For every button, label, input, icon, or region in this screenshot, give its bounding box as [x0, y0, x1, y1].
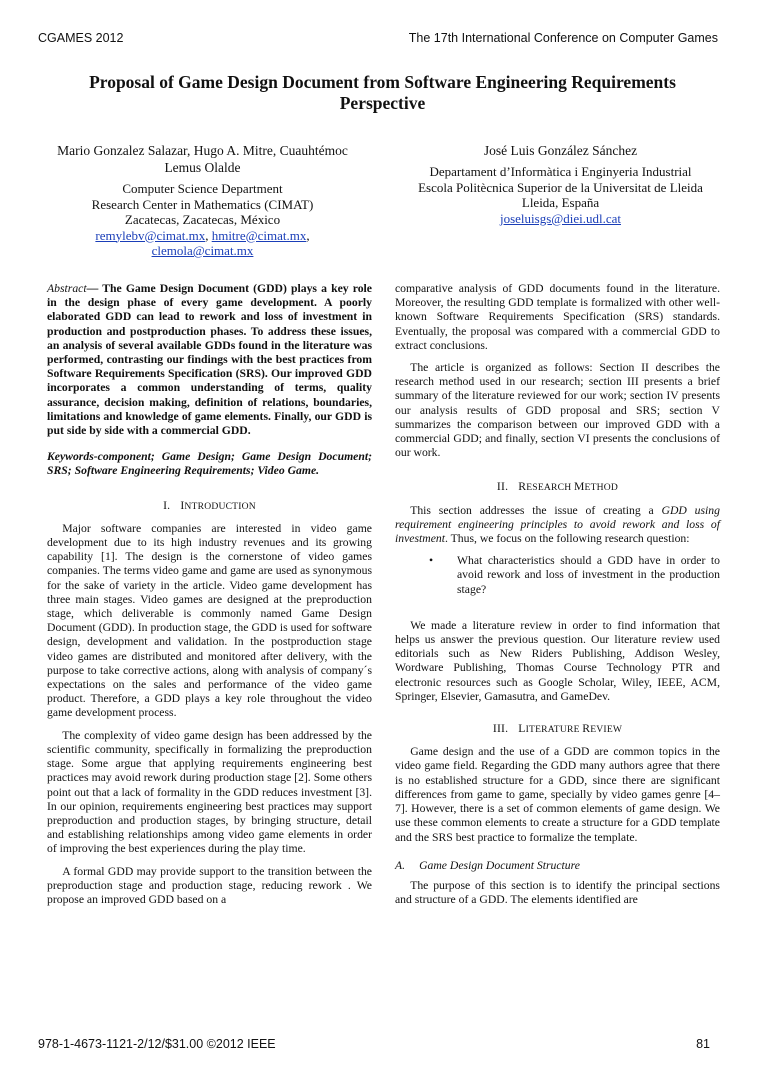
section-number: II. — [496, 480, 509, 494]
paragraph: The article is organized as follows: Section II describes the research method used in our research; section III presents a brief summary of the literature reviewed for our work; section IV presents our analysis results of GDD proposal and SRS; section V summarizes the comparison between our improved GDD with a commercial GDD; and finally, section VI presents the conclusions of our work. — [395, 361, 720, 460]
list-item — [429, 554, 720, 597]
email-link-3[interactable]: clemola@cimat.mx — [151, 243, 254, 258]
subsection-heading — [395, 859, 720, 873]
conference-full-name: The 17th International Conference on Computer Games — [408, 31, 718, 45]
section-number: III. — [492, 722, 509, 736]
author-names-line-1: Mario Gonzalez Salazar, Hugo A. Mitre, Cuauhtémoc — [57, 143, 348, 158]
research-question: What characteristics should a GDD have in order to avoid rework and loss of investment in the production stage? — [457, 554, 720, 596]
author-block-left — [40, 142, 365, 259]
page-footer — [38, 1037, 710, 1053]
affiliation-institution: Research Center in Mathematics (CIMAT) — [91, 196, 314, 212]
affiliation-department: Departament d’Informàtica i Enginyeria Industrial — [429, 164, 692, 179]
column-right — [395, 282, 720, 915]
keywords: Keywords-component; Game Design; Game Design Document; SRS; Software Engineering Requirements; Video Game. — [47, 450, 372, 478]
affiliation-location: Lleida, España — [521, 195, 600, 210]
author-name: José Luis González Sánchez — [483, 143, 638, 158]
abstract-text: — The Game Design Document (GDD) plays a key role in the design phase of every game development. A poorly elaborated GDD can lead to rework and loss of investment in production and postproduction phases. To address these issues, an analysis of several available GDDs found in the literature was performed, contrasting our findings with the best practices from Software Requirements Specification (SRS). Our improved GDD incorporates a common understanding of terms, quality assurance, decision making, definition of relations, boundaries, limitations and knowledge of game elements. Finally, our GDD is put side by side with a commercial GDD. — [47, 282, 372, 438]
author-names-line-2: Lemus Olalde — [164, 160, 241, 175]
paper-title-line-2: Perspective — [339, 93, 426, 113]
affiliation-location: Zacatecas, Zacatecas, México — [124, 212, 281, 227]
paper-title-line-1: Proposal of Game Design Document from Software Engineering Requirements — [89, 72, 676, 92]
email-separator-2: , — [306, 227, 310, 243]
running-header — [38, 31, 718, 47]
author-block-right — [398, 142, 723, 226]
author-emails — [40, 228, 365, 244]
email-link[interactable]: joseluisgs@diei.udl.cat — [499, 210, 621, 226]
author-names — [40, 142, 365, 176]
paragraph: The complexity of video game design has been addressed by the scientific community, specifically in formalizing the preproduction stage. Some argue that applying requirements engineering best practices may avoid rework during production stage [2]. Some others point out that a lack of formality in the GDD reduces investment [3]. In our opinion, requirements engineering best practices may support preproduction and production stages, by bringing structure, detail and establishing relationships among video game elements in order of improving the best experiences during the play time. — [47, 728, 372, 856]
affiliation-department: Computer Science Department — [122, 181, 283, 196]
abstract-label: Abstract — [47, 282, 87, 295]
paragraph: Game design and the use of a GDD are common topics in the video game field. Regarding the GDD many authors agree that there is no established structure for a GDD, since there are significant differences from game to game, specially by video games genre [4–7]. However, there is a set of common elements of game design. We use these common elements to create a structure for a GDD template and the SRS best practice to formalize the template. — [395, 745, 720, 844]
bullet-icon: • — [429, 554, 434, 568]
conference-short-name: CGAMES 2012 — [38, 31, 124, 45]
paragraph: comparative analysis of GDD documents found in the literature. Moreover, the resulting GDD template is formalized with other well-known Software Requirements Specification (SRS) standards. Eventually, the proposal was compared with a commercial GDD to extract conclusions. — [395, 282, 720, 352]
abstract — [47, 282, 372, 438]
paper-title — [60, 72, 705, 114]
subsection-label: A. — [395, 858, 406, 872]
section-number: I. — [163, 498, 171, 512]
research-question-list — [395, 554, 720, 597]
paragraph: Major software companies are interested in video game development due to its high industry revenues and its growing capability [1]. The design is the cornerstone of video games companies. The terms video game and game are used as synonymous for the sake of variety in the article. Video game development has three main stages. Video games are designed at the preproduction stage, which deliverable is commonly named Game Design Document (GDD). In production stage, the GDD is used for software design, development and validation. In the postproduction stage video games are distributed and monitored after delivery, with the purpose to take corrective actions, along with analysis of company´s expectations on the sales and performance of the video game product. Therefore, a GDD plays a key role throughout the video game development process. — [47, 521, 372, 720]
email-link-1[interactable]: remylebv@cimat.mx — [95, 227, 206, 243]
copyright-notice: 978-1-4673-1121-2/12/$31.00 ©2012 IEEE — [38, 1037, 276, 1051]
page-number: 81 — [696, 1037, 710, 1051]
section-heading-literature-review: III. LITERATURE REVIEW — [492, 722, 623, 736]
paragraph: We made a literature review in order to find information that helps us answer the previous question. Our literature review used editorials such as New Riders Publishing, Addison Wesley, Wordware Publishing, Thomas Course Technology PTR and electronic resources such as Google Scholar, Wiley, IEEE, ACM, Springer, Elsevier, Gamasutra, and GameDev. — [395, 618, 720, 703]
section-heading-research-method: II. RESEARCH METHOD — [496, 480, 619, 494]
section-heading-introduction: I. INTRODUCTION — [163, 498, 256, 512]
email-separator-1: , — [205, 227, 212, 243]
paragraph: This section addresses the issue of creating a GDD using requirement engineering principles to avoid rework and loss of investment. Thus, we focus on the following research question: — [395, 503, 720, 546]
affiliation-institution: Escola Politècnica Superior de la Universitat de Lleida — [418, 179, 703, 195]
paragraph: The purpose of this section is to identify the principal sections and structure of a GDD. The elements identified are — [395, 878, 720, 907]
column-left — [47, 282, 372, 915]
subsection-title: Game Design Document Structure — [419, 858, 580, 872]
paragraph: A formal GDD may provide support to the transition between the preproduction stage and production stage, reducing rework . We propose an improved GDD based on a — [47, 864, 372, 906]
email-link-2[interactable]: hmitre@cimat.mx — [211, 227, 307, 243]
